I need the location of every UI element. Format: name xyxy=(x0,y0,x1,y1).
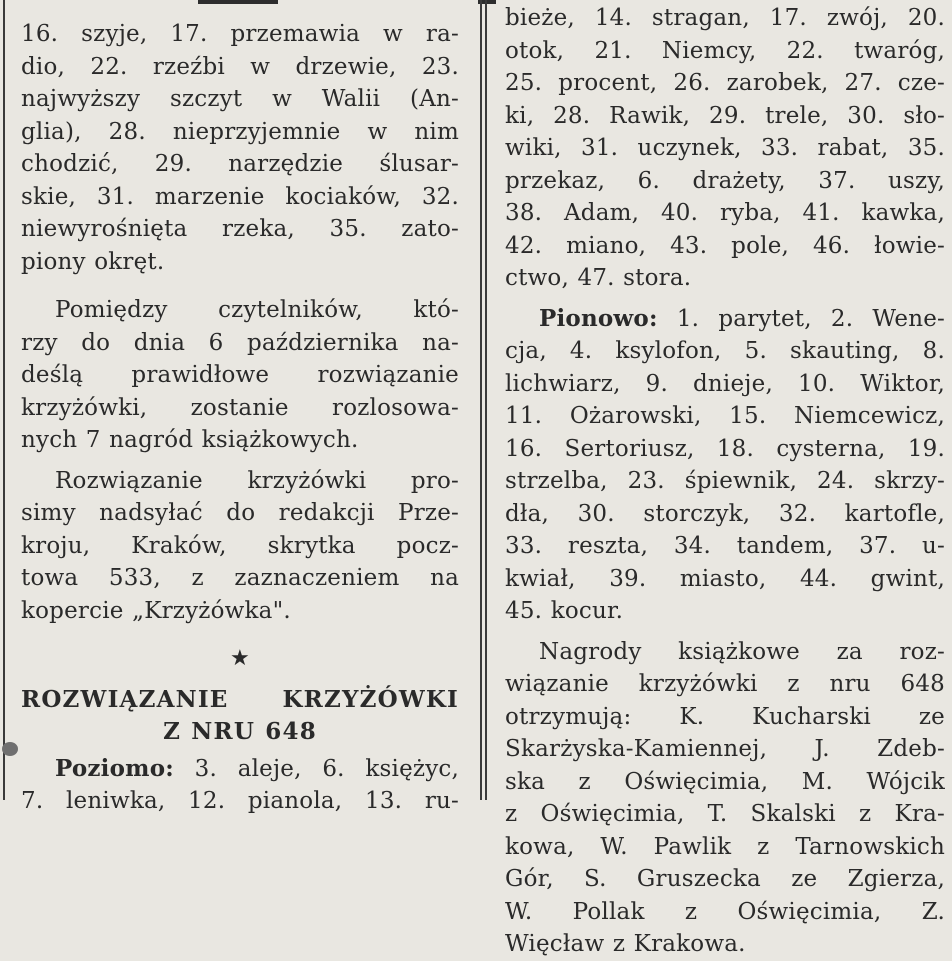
text-line: niewyrośnięta rzeka, 35. zato- xyxy=(21,216,459,242)
star-separator: ★ xyxy=(230,646,250,671)
text-line: 45. kocur. xyxy=(505,598,624,624)
poziomo-first-text: 3. aleje, 6. księżyc, xyxy=(173,755,459,782)
text-line: 25. procent, 26. zarobek, 27. cze- xyxy=(505,70,945,96)
text-line: wiki, 31. uczynek, 33. rabat, 35. xyxy=(505,135,945,161)
pionowo-solutions xyxy=(505,335,945,628)
text-line: piony okręt. xyxy=(21,248,165,275)
solution-subheading: Z NRU 648 xyxy=(163,718,317,745)
text-line: 33. reszta, 34. tandem, 37. u- xyxy=(505,533,945,559)
text-line: glia), 28. nieprzyjemnie w nim xyxy=(21,118,459,145)
text-line: kwiał, 39. miasto, 44. gwint, xyxy=(505,565,945,592)
clue-list-continuation xyxy=(21,18,459,278)
left-column xyxy=(21,0,459,814)
text-line: ctwo, 47. stora. xyxy=(505,265,692,291)
text-line: chodzić, 29. narzędzie ślusar- xyxy=(21,151,459,177)
text-line: ska z Oświęcimia, M. Wójcik xyxy=(505,768,945,795)
text-line: 38. Adam, 40. ryba, 41. kawka, xyxy=(505,200,945,226)
ink-blot xyxy=(2,742,18,756)
pionowo-first-text: 1. parytet, 2. Wene- xyxy=(657,305,945,332)
text-line: Nagrody książkowe za roz- xyxy=(539,638,945,665)
text-line: wiązanie krzyżówki z nru 648 xyxy=(505,671,945,697)
text-line: strzelba, 23. śpiewnik, 24. skrzy- xyxy=(505,468,945,494)
text-line: dła, 30. storczyk, 32. kartofle, xyxy=(505,500,945,527)
poziomo-line xyxy=(21,753,459,786)
text-line: 16. Sertoriusz, 18. cysterna, 19. xyxy=(505,435,945,462)
text-line: lichwiarz, 9. dnieje, 10. Wiktor, xyxy=(505,370,945,397)
text-line: skie, 31. marzenie kociaków, 32. xyxy=(21,183,459,210)
text-line: 11. Ożarowski, 15. Niemcewicz, xyxy=(505,403,945,429)
text-line: simy nadsyłać do redakcji Prze- xyxy=(21,500,459,526)
text-line: W. Pollak z Oświęcimia, Z. xyxy=(505,898,945,925)
text-line: Więcław z Krakowa. xyxy=(505,931,746,957)
column-separator-rule-1 xyxy=(480,0,482,800)
right-column xyxy=(505,0,945,957)
left-margin-rule xyxy=(3,0,5,800)
text-line: 42. miano, 43. pole, 46. łowie- xyxy=(505,232,945,259)
text-line: otok, 21. Niemcy, 22. twaróg, xyxy=(505,37,945,64)
text-line: Pomiędzy czytelników, któ- xyxy=(55,297,459,323)
text-line: towa 533, z zaznaczeniem na xyxy=(21,565,459,591)
text-line: deślą prawidłowe rozwiązanie xyxy=(21,362,459,388)
text-line: kowa, W. Pawlik z Tarnowskich xyxy=(505,833,945,860)
text-line: dio, 22. rzeźbi w drzewie, 23. xyxy=(21,53,459,80)
pionowo-line xyxy=(505,303,945,336)
solution-heading: ROZWIĄZANIE KRZYŻÓWKI xyxy=(21,685,459,713)
text-line: nych 7 nagród książkowych. xyxy=(21,427,359,453)
text-line: otrzymują: K. Kucharski ze xyxy=(505,703,945,730)
text-line: przekaz, 6. drażety, 37. uszy, xyxy=(505,167,945,194)
poziomo-second-line: 7. leniwka, 12. pianola, 13. ru- xyxy=(21,788,459,814)
winners-paragraph xyxy=(505,636,945,961)
text-line: Skarżyska-Kamiennej, J. Zdeb- xyxy=(505,736,945,762)
submission-paragraph xyxy=(21,465,459,628)
text-line: cja, 4. ksylofon, 5. skauting, 8. xyxy=(505,338,945,364)
text-line: krzyżówki, zostanie rozlosowa- xyxy=(21,394,459,421)
poziomo-solutions xyxy=(505,2,945,295)
text-line: z Oświęcimia, T. Skalski z Kra- xyxy=(505,801,945,827)
text-line: bieże, 14. stragan, 17. zwój, 20. xyxy=(505,5,945,31)
text-line: najwyższy szczyt w Walii (An- xyxy=(21,86,459,112)
text-line: 16. szyje, 17. przemawia w ra- xyxy=(21,21,459,47)
text-line: ki, 28. Rawik, 29. trele, 30. sło- xyxy=(505,102,945,129)
contest-paragraph xyxy=(21,294,459,457)
text-line: Gór, S. Gruszecka ze Zgierza, xyxy=(505,866,945,892)
text-line: kroju, Kraków, skrytka pocz- xyxy=(21,532,459,559)
pionowo-label: Pionowo: xyxy=(539,304,658,332)
text-line: kopercie „Krzyżówka". xyxy=(21,597,291,624)
text-line: rzy do dnia 6 października na- xyxy=(21,329,459,356)
poziomo-label: Poziomo: xyxy=(55,754,174,782)
column-separator-rule-2 xyxy=(485,0,487,800)
text-line: Rozwiązanie krzyżówki pro- xyxy=(55,467,459,494)
